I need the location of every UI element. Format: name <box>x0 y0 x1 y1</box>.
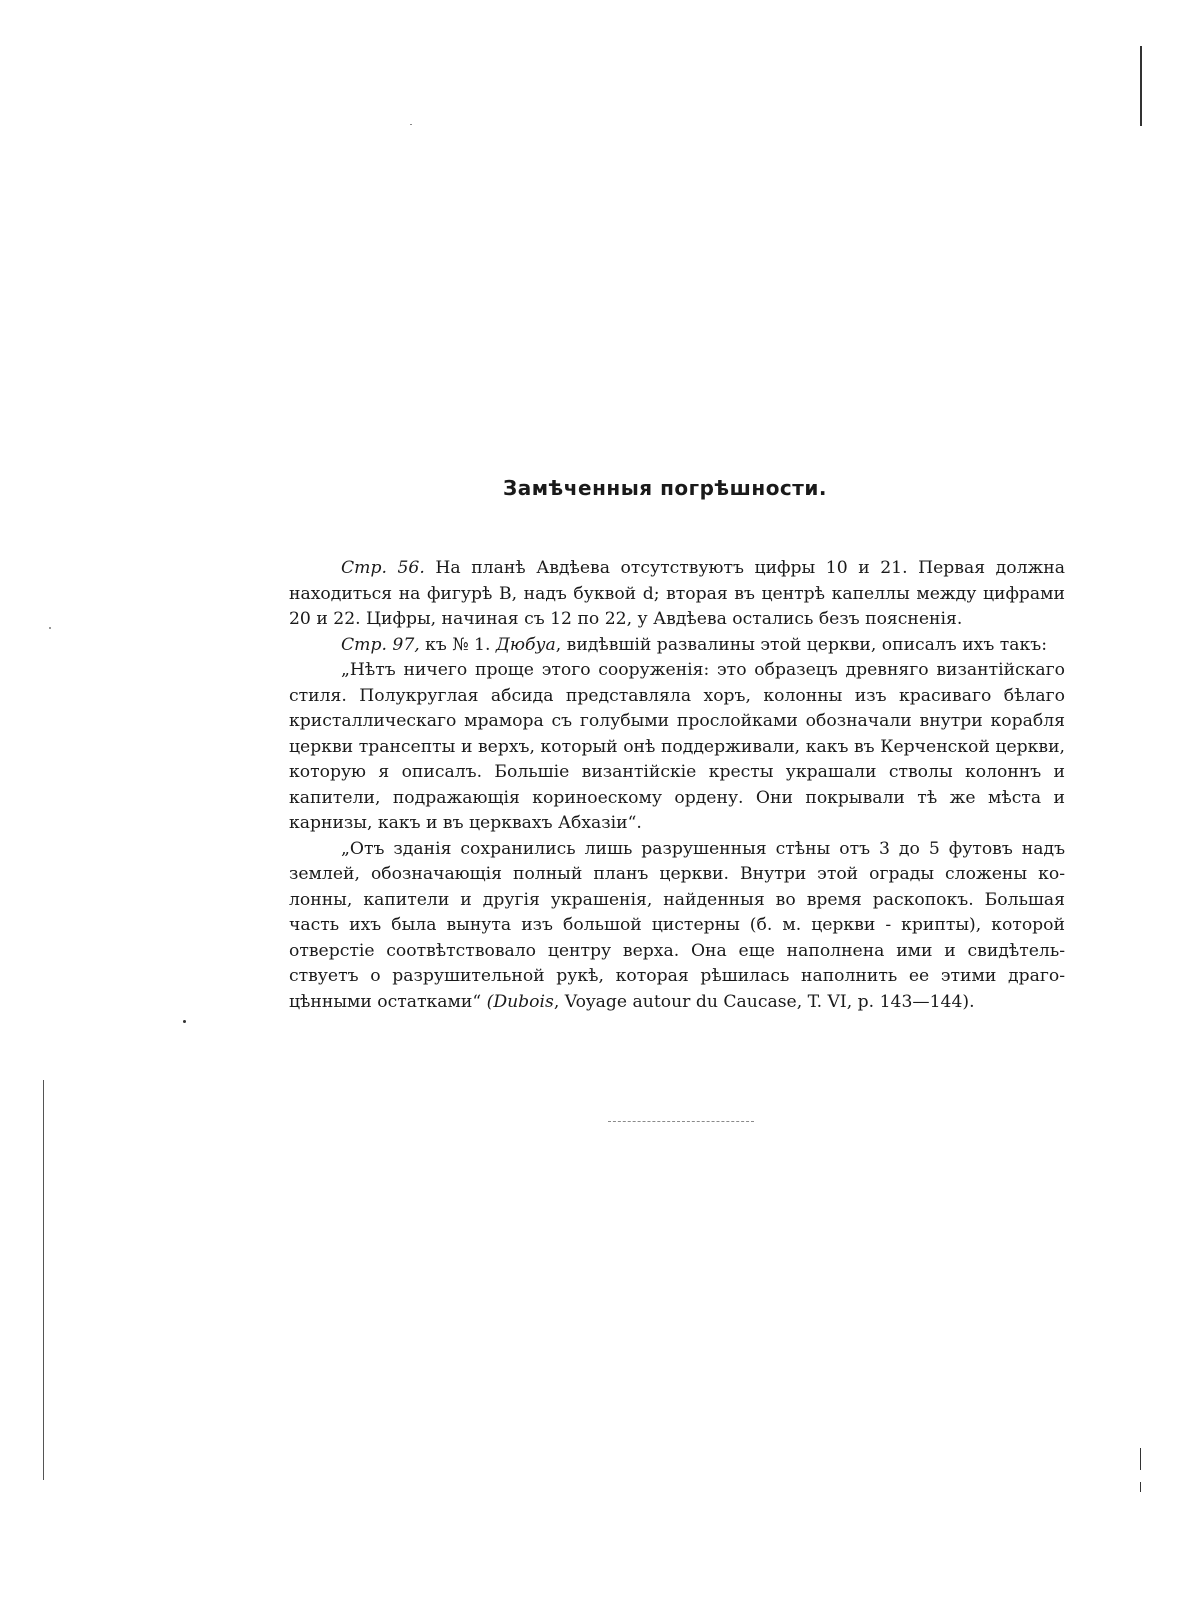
paragraph-text: На планѣ Авдѣева отсутствуютъ цифры 10 и 21. Первая должна находиться на фигурѣ B, надъ буквой d; вторая въ центрѣ капеллы между цифрами 20 и 22. Цифры, начиная съ 12 по 22, у Авдѣева остались безъ поясненія. <box>289 558 1065 629</box>
citation-author: (Dubois <box>486 991 554 1012</box>
author-name: Дюбуа <box>495 634 556 655</box>
paragraph-page-56 <box>289 556 1065 633</box>
errata-text <box>289 556 1065 1015</box>
quote-paragraph-1 <box>289 658 1065 837</box>
scan-edge-mark-bottom-right-2 <box>1140 1482 1141 1492</box>
page-reference: Стр. 56. <box>341 558 425 578</box>
scan-edge-mark-top-right <box>1140 46 1142 126</box>
quote-paragraph-2 <box>289 837 1065 1016</box>
item-reference: къ № 1. <box>419 634 496 655</box>
scan-speck <box>49 627 51 629</box>
paragraph-text: „Нѣтъ ничего проще этого сооруженія: это образецъ древняго византійскаго стиля. Полукруглая абсида представляла хоръ, колонны изъ красиваго бѣлаго кристаллическаго мрамора съ голубыми прослойками обозначали внутри корабля церкви трансепты и верхъ, который онѣ поддерживали, какъ въ Керченской церкви, которую я описалъ. Большіе византійскіе кресты украшали стволы колоннъ и капители, подражающія кориноескому ордену. Они покрывали тѣ же мѣста и карнизы, какъ и въ церквахъ Абхазіи“. <box>289 660 1065 833</box>
paragraph-text: , видѣвшій развалины этой церкви, описалъ ихъ такъ: <box>555 634 1047 655</box>
page-reference: Стр. 97, <box>341 634 420 655</box>
scan-speck <box>410 124 412 125</box>
scan-speck <box>183 1020 186 1023</box>
page-title: Замѣченныя погрѣшности. <box>503 476 827 500</box>
paragraph-page-97 <box>289 633 1065 659</box>
scan-edge-mark-left <box>43 1080 44 1480</box>
end-separator <box>608 1121 754 1122</box>
citation-source: , Voyage autour du Caucase, T. VI, p. 143—144). <box>553 991 975 1012</box>
scan-edge-mark-bottom-right <box>1140 1448 1141 1470</box>
paragraph-text: „Отъ зданія сохранились лишь разрушенныя стѣны отъ 3 до 5 футовъ надъ землей, обозначающія полный планъ церкви. Внутри этой ограды сложены колонны, капители и другія украшенія, найденныя во время раскопокъ. Большая часть ихъ была вынута изъ большой цистерны (б. м. церкви - крипты), которой отверстіе соотвѣтствовало центру верха. Она еще наполнена ими и свидѣтельствуетъ о разрушительной рукѣ, которая рѣшилась наполнить ее этими драгоцѣнными остатками“ <box>289 838 1065 1012</box>
